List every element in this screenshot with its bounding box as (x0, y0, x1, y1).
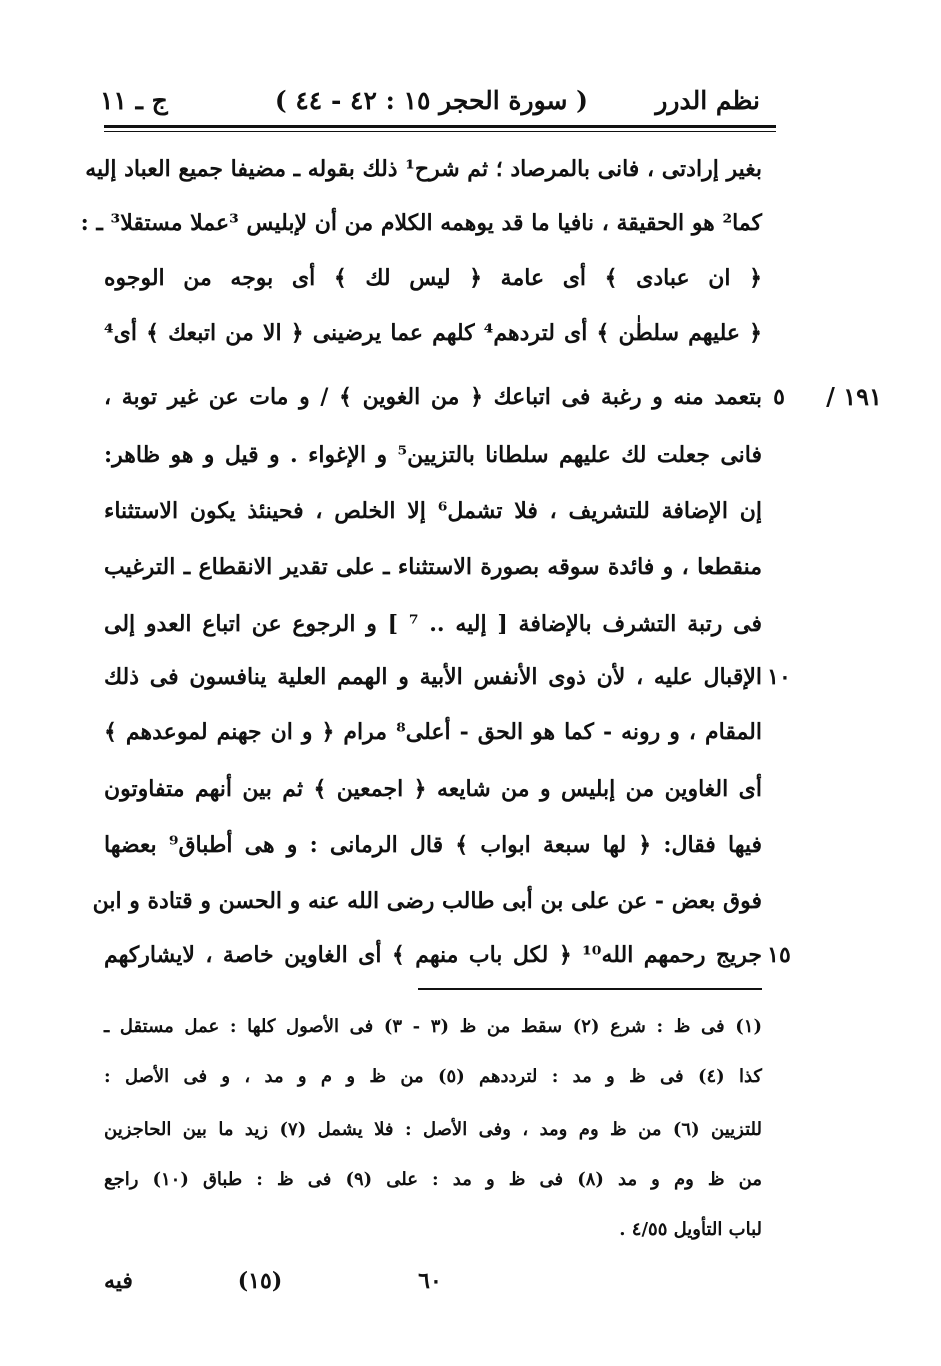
text-line: جريج رحمهم الله¹⁰ ﴿ لكل باب منهم ﴾ أى الغاوين خاصة ، لايشاركهم (104, 942, 762, 968)
line-number: ١٥ (767, 942, 791, 968)
text-line: فانى جعلت لك عليهم سلطانا بالتزيين⁵ و الإغواء . و قيل و هو ظاهر: (104, 442, 762, 468)
text-line: بتعمد منه و رغبة فى اتباعك ﴿ من الغوين ﴾ / و مات عن غير توبة ، (104, 384, 762, 410)
text-line: فيها فقال: ﴿ لها سبعة ابواب ﴾ قال الرمانى : و هى أطباق⁹ بعضها (104, 832, 762, 858)
header-rule-thick (104, 125, 776, 128)
footnote-separator (418, 988, 762, 990)
text-line: فوق بعض - عن على بن أبى طالب رضى الله عنه و الحسن و قتادة و ابن (92, 888, 762, 914)
footnote-line: (١) فى ظ : شرع (٢) سقط من ظ (٣ - ٣) فى الأصول كلها : عمل مستقل ـ (104, 1016, 762, 1037)
signature-mark: (١٥) (237, 1268, 283, 1294)
text-line: الإقبال عليه ، لأن ذوى الأنفس الأبية و الهمم العلية ينافسون فى ذلك (104, 664, 762, 690)
running-head-surah-reference: ( سورة الحجر ١٥ : ٤٢ - ٤٤ ) (274, 86, 588, 115)
text-line: أى الغاوين من إبليس و من شايعه ﴿ اجمعين ﴾ ثم بين أنهم متفاوتون (104, 776, 762, 802)
line-number: ١٠ (767, 664, 791, 690)
text-line: ﴿ عليهم سلطٰن ﴾ أى لتردهم⁴ كلهم عما يرضينى ﴿ الا من اتبعك ﴾ أى⁴ (104, 320, 762, 346)
page-number: ٦٠ (418, 1268, 442, 1294)
text-line: ﴿ ان عبادى ﴾ أى عامة ﴿ ليس لك ﴾ أى بوجه من الوجوه (104, 265, 762, 291)
text-line: فى رتبة التشرف بالإضافة [ إليه .. ⁷ ] و الرجوع عن اتباع العدو إلى (104, 611, 763, 637)
running-head-volume: ج ـ ١١ (100, 86, 168, 115)
footnote-line: لباب التأويل ٤/٥٥ . (619, 1219, 762, 1240)
text-line: بغير إرادتى ، فانى بالمرصاد ؛ ثم شرح¹ ذلك بقوله ـ مضيفا جميع العباد إليه (85, 156, 762, 182)
text-line: منقطعا ، و فائدة سوقه بصورة الاستثناء ـ على تقدير الانقطاع ـ الترغيب (104, 554, 762, 580)
footnote-line: للتزيين (٦) من ظ وم ومد ، وفى الأصل : فلا يشمل (٧) زيد ما بين الحاجزين (104, 1119, 762, 1140)
footnote-line: كذا (٤) فى ظ و مد : لترددهم (٥) من ظ و م و مد ، و فى الأصل : (104, 1066, 762, 1087)
text-line: المقام ، و رونه - كما هو الحق - أعلى⁸ مرام ﴿ و ان جهنم لموعدهم ﴾ (104, 719, 762, 745)
header-rule-thin (104, 131, 776, 132)
footnote-line: من ظ وم و مد (٨) فى ظ و مد : على (٩) فى ظ : طباق (١٠) راجع (104, 1169, 762, 1190)
text-line: إن الإضافة للتشريف ، فلا تشمل⁶ إلا الخلص ، فحينئذ يكون الاستثناء (104, 498, 763, 524)
line-number: ٥ (773, 384, 785, 410)
catchword: فيه (104, 1268, 133, 1294)
running-head-book-title: نظم الدرر (655, 86, 760, 115)
text-line: كما² هو الحقيقة ، نافيا ما قد يوهمه الكلام من أن لإبليس ³عملا مستقلا³ ـ : (80, 210, 762, 236)
manuscript-folio-marker: ١٩١ / (826, 382, 882, 411)
